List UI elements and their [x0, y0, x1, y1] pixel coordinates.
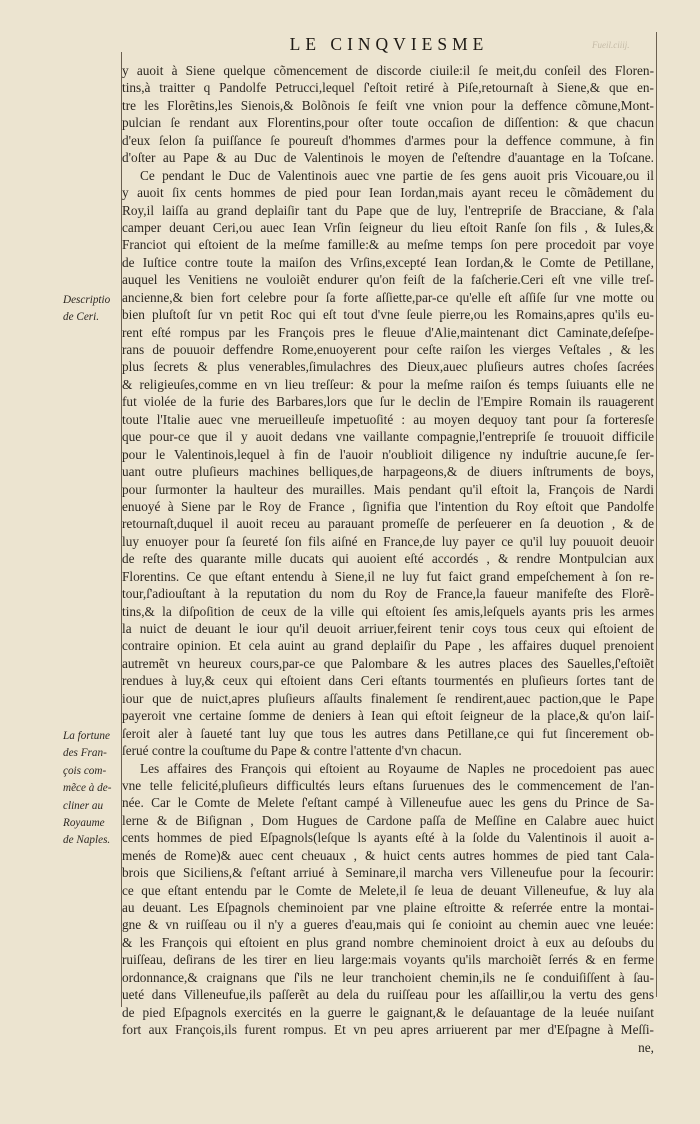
text-line: d'oſter au Pape & au Duc de Valentinois le moyen de ſ'eſtendre d'auantage en la Toſcane.: [122, 150, 654, 166]
side-note-line: La fortune: [63, 730, 110, 742]
text-line: iour que de nuict,apres pluſieurs aſſaults finalement ſe rendirent,auec paction,que le Pape: [122, 690, 654, 706]
text-line: contraire opinion. Et cela auint au grand deplaiſir du Pape , les affaires duquel prenoient: [122, 638, 654, 654]
text-line: ordonnance,& craignans que ſ'ils ne leur tranchoient chemin,ils ne ſe conduiſiſſent à ſau-: [122, 969, 654, 985]
body-text: [122, 62, 654, 1056]
text-line: ruiſſeau, deſirans de les tirer en lieu large:mais voyants qu'ils marchoiẽt ſerrés & en ferme: [122, 952, 654, 968]
text-line: toute l'Italie auec vne merueilleuſe impetuoſité : au moyen dequoy tant pour ſa forteresſe: [122, 411, 654, 427]
text-line: fut violée de la furie des Barbares,lors que ſur le declin de l'Empire Romain ils rauagerent: [122, 394, 654, 410]
text-line: que pour-ce que il y auoit dedans vne vaillante compagnie,l'entrepriſe ſe trouuoit difficile: [122, 429, 654, 445]
text-line: enuoyé à Siene par le Roy de France , ſignifia que l'intention du Roy eſtoit que Pandolfe: [122, 498, 654, 514]
text-line: luy enuoyer pour ſa ſeureté ſon fils aiſné en France,de luy payer ce qu'il luy pouuoit deuoir: [122, 533, 654, 549]
margin-rule-right: [656, 32, 657, 997]
text-line: camper deuant Ceri,ou auec Iean Vrſin ſeigneur du lieu eſtoit Ranſe ſon fils , & Iules,&: [122, 219, 654, 235]
text-line: Florentins. Ce que eſtant entendu à Siene,il ne luy fut faict grand empeſchement à ſon re-: [122, 568, 654, 584]
text-line: Roy,il laiſſa au grand deplaiſir tant du Pape que de luy, l'entrepriſe de Bracciane, & ſ'ala: [122, 202, 654, 218]
text-line: rendues à luy,& ceux qui eſtoient dans Ceri eſtants tourmentés en pluſieurs ſortes tant de: [122, 673, 654, 689]
side-note-line: cliner au: [63, 799, 104, 812]
text-line: & les François qui eſtoient en plus grand nombre cheminoient droict à eux au deſoubs du: [122, 934, 654, 950]
text-line: Franciot qui eſtoient de la meſme famille:& au meſme temps ſon pere procedoit par voye: [122, 237, 654, 253]
text-line: pulcian ſe rendant aux Florentins,pour oſter toute occaſion de diſſention: & que chacun: [122, 115, 654, 131]
text-line: tour,ſ'adiouſtant à la reputation du nom du Roy de France,la faueur manifeſte des Florẽ-: [122, 586, 654, 602]
text-line: y auoit ſix cents hommes de pied pour Iean Iordan,mais ayant receu le cõmãdement du: [122, 185, 654, 201]
text-line: née. Car le Comte de Melete ſ'eſtant campé à Villeneufue auec les gens du Prince de Sa-: [122, 795, 654, 811]
text-line: la nuict de deuant le iour qu'il deuoit arriuer,feirent tenir coys tous ceux qui eſtoient de: [122, 621, 654, 636]
text-line: tins,& la diſpoſition de ceux de la ville qui eſtoient ſes amis,leſquels ayants pris les armes: [122, 603, 654, 619]
text-line: lerne & de Biſignan , Dom Hugues de Cardone paſſa de Meſſine en Calabre auec huict: [122, 812, 654, 828]
text-line: cents hommes de pied Eſpagnols(leſque ls ayants eſté à la ſolde du Valentinois il auoit a-: [122, 830, 654, 846]
side-note-line: Descriptio: [63, 294, 111, 306]
text-line: d'eux ſelon ſa puiſſance ſe poureuſt d'hommes d'armes pour la deffence commune, à fin: [122, 132, 654, 148]
side-note-line: de Ceri.: [63, 311, 100, 324]
text-line: gne & vn ruiſſeau ou il n'y a gueres d'eau,mais qui ſe conioint au chemin auec vne leuée:: [122, 917, 654, 933]
text-line: payeroit vne certaine ſomme de deniers à Iean qui eſtoit ſeigneur de la place,& qu'on laiſ-: [122, 708, 654, 724]
text-line: rans de pouuoir deffendre Rome,enuoyerent pour ceſte raiſon les vierges Veſtales , & les: [122, 342, 654, 357]
text-line: ſerué contre la couſtume du Pape & contre l'attente d'vn chacun.: [122, 743, 462, 759]
text-line: ce que eſtant entendu par le Comte de Melete,il ſe leua de deuant Villeneufue, & luy ala: [122, 882, 654, 898]
text-line: retournaſt,duquel il auoit receu au parauant promeſſe de perſeuerer en ſa deuotion , & de: [122, 516, 654, 532]
text-line: tre les Florẽtins,les Sienois,& Bolõnois ſe feiſt vne vnion pour la deffence cõmune,Mont-: [122, 97, 654, 113]
running-title: LE CINQVIESME: [289, 34, 489, 54]
text-line: auquel les Venitiens ne vouloiẽt endurer qu'on feiſt de la faſcherie.Ceri eſt vne ville treſ-: [122, 272, 654, 288]
text-line: menés de Rome)& auec cent cheuaux , & huict cents autres hommes de pied tant Cala-: [122, 847, 654, 863]
text-line: tins,à traitter q Pandolfe Petrucci,lequel ſ'eſtoit retiré à Piſe,retournaſt à Siene,& que en-: [122, 80, 654, 96]
text-line: rent eſté rompus par les François pres le fleuue d'Alie,maintenant dict Caminate,deſeſpe-: [122, 324, 654, 340]
text-line: au deuant. Les Eſpagnols cheminoient par vne plaine eſtroitte & reſerrée entre la montai-: [122, 900, 654, 915]
text-line: ne,: [638, 1039, 654, 1055]
side-note-line: çois com-: [63, 764, 107, 777]
text-line: pour ſurmonter la haulteur des murailles. Mais pendant qu'il eſtoit la, François de Nardi: [122, 481, 654, 497]
side-note-line: Royaume: [63, 817, 105, 830]
text-line: Les affaires des François qui eſtoient au Royaume de Naples ne procedoient pas auec: [140, 760, 654, 776]
text-line: bien pluſtoſt ſur vn petit Roc qui eſt tout d'vne ſeule pierre,ou les Romains,apres qu'ils eu-: [122, 307, 654, 323]
text-line: de Iuſtice contre toute la maiſon des Vrſins,excepté Iean Iordan,& le Comte de Petillane,: [122, 254, 654, 270]
text-line: y auoit à Siene quelque cõmencement de discorde ciuile:il ſe meit,du conſeil des Floren-: [122, 63, 654, 78]
text-line: de reſte des quarante mille ducats qui auoient eſté accordés , & rendre Montpulcian aux: [122, 551, 654, 567]
side-note-line: mẽce à de-: [63, 782, 112, 795]
show-through-folio: Fueil.ciiij.: [592, 40, 630, 50]
side-note-line: des Fran-: [63, 747, 107, 760]
text-line: & religieuſes,comme en vn lieu treſſeur: & pour la meſme raiſon és temps ſuiuants elle ne: [122, 376, 654, 392]
text-line: plus ſecrets & plus venerables,ſimulachres des Dieux,auec pluſieurs autres choſes ſacrées: [122, 359, 654, 375]
text-line: fort aux François,ils furent rompus. Et vn peu apres arriuerent par mer d'Eſpagne à Meſſi-: [122, 1022, 654, 1038]
text-line: vne telle felicité,pluſieurs difficultés leurs eſtans ſuruenues des le commencement de l'an-: [122, 777, 654, 793]
text-line: autremẽt vn heureux cours,par-ce que Palombare & les autres places des Sauelles,ſ'eſtoiẽt: [122, 655, 654, 671]
side-note-fortune-francois: [63, 728, 121, 850]
side-note-description-ceri: [63, 292, 121, 327]
text-line: uant outre pluſieurs machines belliques,de harpageons,& de diuers inſtruments de boys,: [122, 464, 654, 480]
text-line: Ce pendant le Duc de Valentinois auec vne partie de ſes gens auoit pris Vicouare,ou il: [140, 167, 654, 183]
text-line: ancienne,& bien fort celebre pour ſa forte aſſiette,par-ce qu'elle eſt aſſiſe ſur vne motte ou: [122, 289, 654, 305]
text-line: de pied Eſpagnols exercités en la guerre le gaignant,& le deſauantage de la leuée nuiſant: [122, 1004, 654, 1020]
text-line: brois que Siciliens,& ſ'eſtant arriué à Seminare,il marcha vers Villeneufue pour la ſecourir:: [122, 865, 654, 881]
text-line: pour le Valentinois,lequel à fin de l'auoir n'oublioit diligence ny induſtrie aucune,ſe ſer-: [122, 446, 654, 462]
text-line: ſeroit aler à ſaueté tant luy que tous les autres dans Petillane,ce qui fut ſincerement ob-: [122, 725, 654, 741]
side-note-line: de Naples.: [63, 834, 111, 847]
text-line: ueté dans Villeneufue,ils paſſerẽt au dela du ruiſſeau pour les aſſaillir,ou la vertu des gens: [122, 987, 654, 1003]
